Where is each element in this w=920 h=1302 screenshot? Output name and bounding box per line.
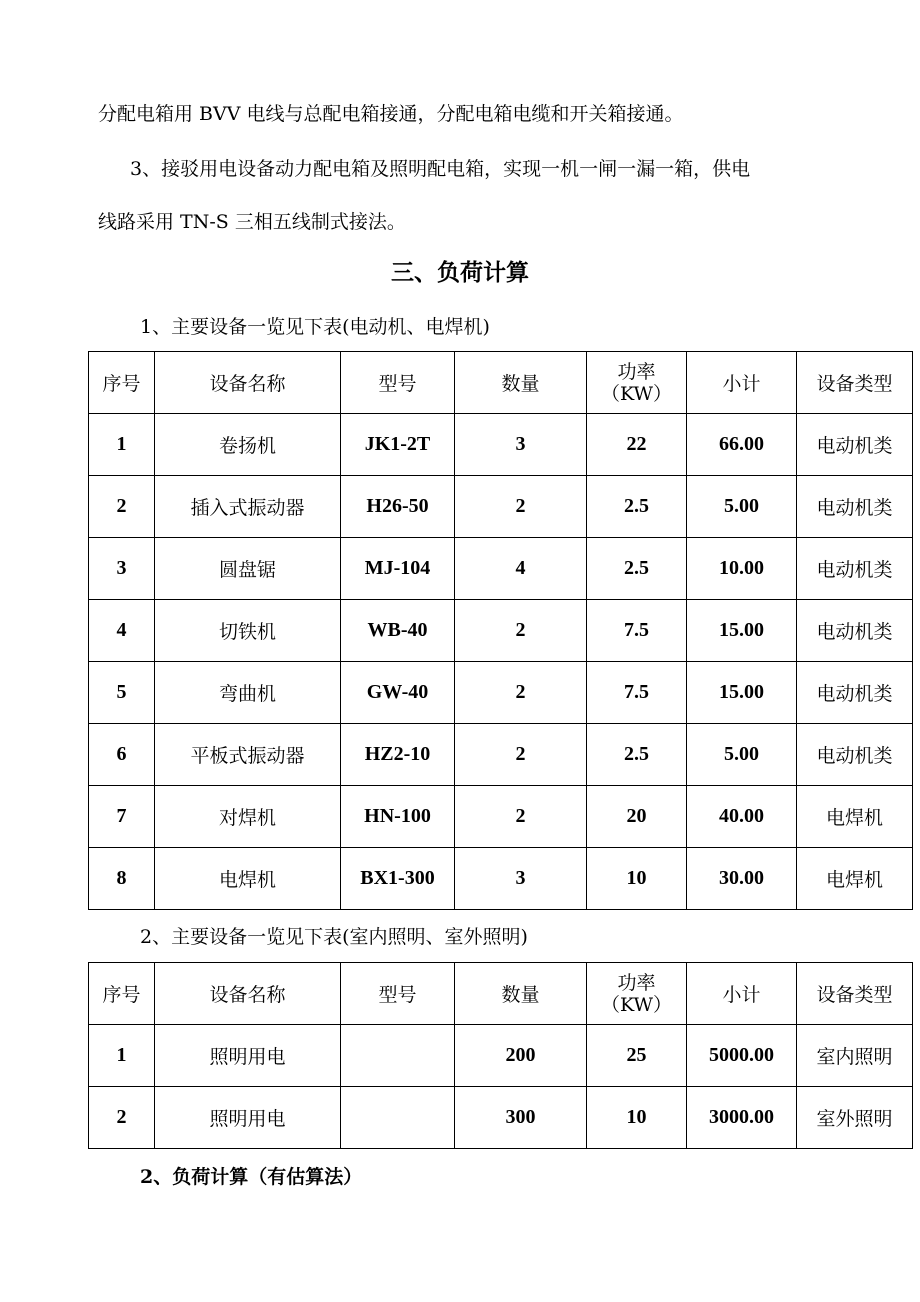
row-qty: 2 bbox=[455, 476, 587, 538]
row-qty: 300 bbox=[455, 1087, 587, 1149]
row-no: 6 bbox=[89, 724, 155, 786]
header-power-label: 功率 bbox=[617, 971, 656, 994]
table-row bbox=[89, 1087, 913, 1149]
row-model bbox=[341, 1087, 455, 1149]
table-header-row bbox=[89, 352, 913, 414]
row-type: 电动机类 bbox=[797, 724, 913, 786]
row-subtotal: 66.00 bbox=[687, 414, 797, 476]
table-header-row bbox=[89, 963, 913, 1025]
row-power: 2.5 bbox=[587, 538, 687, 600]
table2-caption: 2、主要设备一览见下表(室内照明、室外照明) bbox=[140, 926, 528, 948]
row-no: 2 bbox=[89, 1087, 155, 1149]
row-type: 电动机类 bbox=[797, 414, 913, 476]
row-no: 3 bbox=[89, 538, 155, 600]
row-name: 对焊机 bbox=[155, 786, 341, 848]
row-model: WB-40 bbox=[341, 600, 455, 662]
table-row bbox=[89, 848, 913, 910]
row-no: 4 bbox=[89, 600, 155, 662]
row-model: BX1-300 bbox=[341, 848, 455, 910]
row-name: 切铁机 bbox=[155, 600, 341, 662]
equipment-table-motors bbox=[88, 351, 913, 910]
row-power: 10 bbox=[587, 1087, 687, 1149]
header-type: 设备类型 bbox=[797, 963, 913, 1025]
row-qty: 2 bbox=[455, 786, 587, 848]
header-power bbox=[587, 963, 687, 1025]
table1-caption: 1、主要设备一览见下表(电动机、电焊机) bbox=[140, 316, 490, 338]
row-no: 1 bbox=[89, 1025, 155, 1087]
table-row bbox=[89, 414, 913, 476]
row-power: 20 bbox=[587, 786, 687, 848]
load-calculation-caption: 2、负荷计算（有估算法） bbox=[140, 1166, 363, 1188]
row-qty: 3 bbox=[455, 414, 587, 476]
row-qty: 2 bbox=[455, 724, 587, 786]
row-qty: 200 bbox=[455, 1025, 587, 1087]
row-power: 10 bbox=[587, 848, 687, 910]
row-type: 电焊机 bbox=[797, 786, 913, 848]
row-subtotal: 30.00 bbox=[687, 848, 797, 910]
row-type: 室内照明 bbox=[797, 1025, 913, 1087]
section-title: 三、负荷计算 bbox=[391, 259, 529, 286]
table-row bbox=[89, 724, 913, 786]
row-name: 照明用电 bbox=[155, 1025, 341, 1087]
header-type: 设备类型 bbox=[797, 352, 913, 414]
header-power bbox=[587, 352, 687, 414]
row-subtotal: 5.00 bbox=[687, 724, 797, 786]
row-power: 2.5 bbox=[587, 724, 687, 786]
row-power: 7.5 bbox=[587, 600, 687, 662]
row-subtotal: 40.00 bbox=[687, 786, 797, 848]
row-type: 电动机类 bbox=[797, 476, 913, 538]
row-name: 卷扬机 bbox=[155, 414, 341, 476]
header-name: 设备名称 bbox=[155, 963, 341, 1025]
row-name: 照明用电 bbox=[155, 1087, 341, 1149]
row-power: 25 bbox=[587, 1025, 687, 1087]
row-type: 电动机类 bbox=[797, 662, 913, 724]
paragraph-distribution-box: 分配电箱用 BVV 电线与总配电箱接通，分配电箱电缆和开关箱接通。 bbox=[98, 103, 684, 125]
table-row bbox=[89, 1025, 913, 1087]
paragraph-connection-line2: 线路采用 TN-S 三相五线制式接法。 bbox=[98, 211, 406, 233]
row-qty: 3 bbox=[455, 848, 587, 910]
row-name: 平板式振动器 bbox=[155, 724, 341, 786]
row-qty: 2 bbox=[455, 600, 587, 662]
header-model: 型号 bbox=[341, 352, 455, 414]
row-power: 2.5 bbox=[587, 476, 687, 538]
header-qty: 数量 bbox=[455, 352, 587, 414]
row-no: 8 bbox=[89, 848, 155, 910]
header-subtotal: 小计 bbox=[687, 963, 797, 1025]
row-model: MJ-104 bbox=[341, 538, 455, 600]
header-power-label: 功率 bbox=[617, 360, 656, 383]
row-subtotal: 5.00 bbox=[687, 476, 797, 538]
header-power-unit: （KW） bbox=[600, 993, 673, 1016]
header-subtotal: 小计 bbox=[687, 352, 797, 414]
row-subtotal: 5000.00 bbox=[687, 1025, 797, 1087]
row-type: 电焊机 bbox=[797, 848, 913, 910]
row-subtotal: 10.00 bbox=[687, 538, 797, 600]
header-qty: 数量 bbox=[455, 963, 587, 1025]
row-type: 电动机类 bbox=[797, 600, 913, 662]
header-power-unit: （KW） bbox=[600, 382, 673, 405]
row-no: 2 bbox=[89, 476, 155, 538]
row-power: 22 bbox=[587, 414, 687, 476]
row-qty: 4 bbox=[455, 538, 587, 600]
row-model: HN-100 bbox=[341, 786, 455, 848]
row-subtotal: 15.00 bbox=[687, 662, 797, 724]
row-power: 7.5 bbox=[587, 662, 687, 724]
row-type: 电动机类 bbox=[797, 538, 913, 600]
row-name: 弯曲机 bbox=[155, 662, 341, 724]
row-subtotal: 15.00 bbox=[687, 600, 797, 662]
row-subtotal: 3000.00 bbox=[687, 1087, 797, 1149]
equipment-table-lighting bbox=[88, 962, 913, 1149]
table-row bbox=[89, 662, 913, 724]
row-model: H26-50 bbox=[341, 476, 455, 538]
row-type: 室外照明 bbox=[797, 1087, 913, 1149]
row-no: 1 bbox=[89, 414, 155, 476]
row-no: 5 bbox=[89, 662, 155, 724]
table-row bbox=[89, 538, 913, 600]
row-name: 电焊机 bbox=[155, 848, 341, 910]
row-name: 插入式振动器 bbox=[155, 476, 341, 538]
table-row bbox=[89, 786, 913, 848]
header-model: 型号 bbox=[341, 963, 455, 1025]
row-model: GW-40 bbox=[341, 662, 455, 724]
table-row bbox=[89, 600, 913, 662]
table-row bbox=[89, 476, 913, 538]
row-name: 圆盘锯 bbox=[155, 538, 341, 600]
header-no: 序号 bbox=[89, 352, 155, 414]
header-name: 设备名称 bbox=[155, 352, 341, 414]
row-model: HZ2-10 bbox=[341, 724, 455, 786]
row-qty: 2 bbox=[455, 662, 587, 724]
row-no: 7 bbox=[89, 786, 155, 848]
header-no: 序号 bbox=[89, 963, 155, 1025]
row-model: JK1-2T bbox=[341, 414, 455, 476]
paragraph-connection-line1: 3、接驳用电设备动力配电箱及照明配电箱，实现一机一闸一漏一箱，供电 bbox=[130, 158, 751, 180]
row-model bbox=[341, 1025, 455, 1087]
